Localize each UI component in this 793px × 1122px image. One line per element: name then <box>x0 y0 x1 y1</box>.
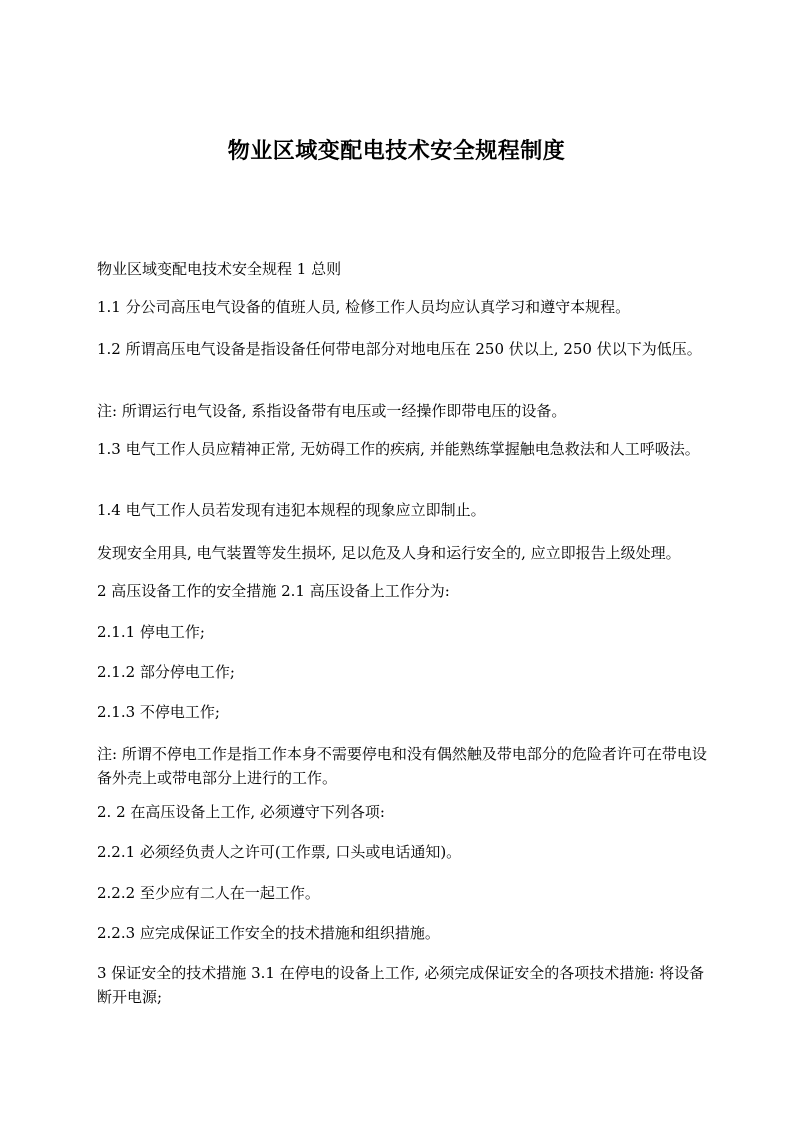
document-title: 物业区域变配电技术安全规程制度 <box>227 139 566 164</box>
paragraph-2-1-1: 2.1.1 停电工作; <box>97 623 205 641</box>
paragraph-note-2: 注: 所谓不停电工作是指工作本身不需要停电和没有偶然触及带电部分的危险者许可在带电设备外壳上或带电部分上进行的工作。 <box>97 745 707 787</box>
paragraph-1-2: 1.2 所谓高压电气设备是指设备任何带电部分对地电压在 250 伏以上, 250 伏以下为低压。 <box>97 340 702 358</box>
paragraph-report: 发现安全用具, 电气装置等发生损坏, 足以危及人身和运行安全的, 应立即报告上级处理。 <box>97 544 681 562</box>
paragraph-2-1-2: 2.1.2 部分停电工作; <box>97 663 235 681</box>
paragraph-2-1-3: 2.1.3 不停电工作; <box>97 703 220 721</box>
paragraph-2-2-3: 2.2.3 应完成保证工作安全的技术措施和组织措施。 <box>97 924 440 942</box>
paragraph-1-3: 1.3 电气工作人员应精神正常, 无妨碍工作的疾病, 并能熟练掌握触电急救法和人工呼吸法。 <box>97 440 700 458</box>
paragraph-2-2-2: 2.2.2 至少应有二人在一起工作。 <box>97 884 320 902</box>
paragraph-1-1: 1.1 分公司高压电气设备的值班人员, 检修工作人员均应认真学习和遵守本规程。 <box>97 298 631 316</box>
paragraph-2-2: 2. 2 在高压设备上工作, 必须遵守下列各项: <box>97 803 385 821</box>
paragraph-general: 物业区域变配电技术安全规程 1 总则 <box>97 260 342 278</box>
paragraph-3: 3 保证安全的技术措施 3.1 在停电的设备上工作, 必须完成保证安全的各项技术措施: 将设备断开电源; <box>97 964 705 1006</box>
paragraph-1-4: 1.4 电气工作人员若发现有违犯本规程的现象应立即制止。 <box>97 501 486 519</box>
paragraph-2-2-1: 2.2.1 必须经负责人之许可(工作票, 口头或电话通知)。 <box>97 843 462 861</box>
paragraph-2: 2 高压设备工作的安全措施 2.1 高压设备上工作分为: <box>97 582 450 600</box>
paragraph-note-1: 注: 所谓运行电气设备, 系指设备带有电压或一经操作即带电压的设备。 <box>97 402 567 420</box>
